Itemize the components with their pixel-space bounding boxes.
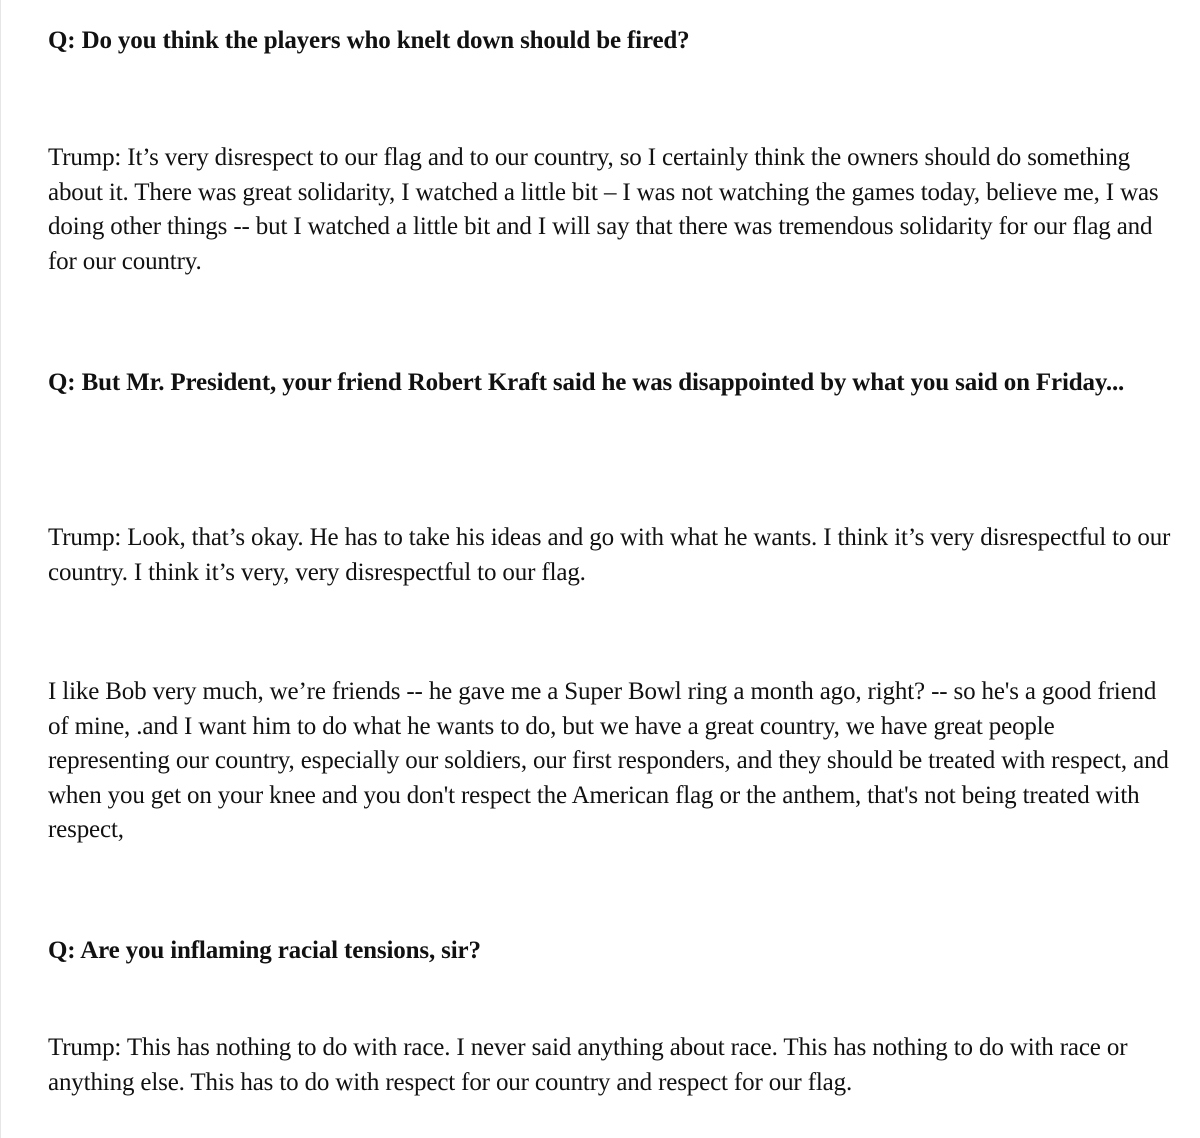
- answer-nothing-to-do-with-race: Trump: This has nothing to do with race. I never said anything about race. This has nothing to do with race or anything else. This has to do with respect for our country and respect for our flag.: [48, 1034, 1128, 1096]
- question-racial-tensions: Q: Are you inflaming racial tensions, sir?: [48, 937, 481, 964]
- answer-look-thats-okay: Trump: Look, that’s okay. He has to take his ideas and go with what he wants. I think it’s very disrespectful to our country. I think it’s very, very disrespectful to our flag.: [48, 524, 1171, 586]
- answer-disrespect-flag: Trump: It’s very disrespect to our flag and to our country, so I certainly think the owners should do something about it. There was great solidarity, I watched a little bit – I was not watching the games today, believe me, I was doing other things -- but I watched a little bit and I will say that there was tremendous solidarity for our flag and for our country.: [48, 144, 1159, 275]
- answer-i-like-bob: I like Bob very much, we’re friends -- he gave me a Super Bowl ring a month ago, right? -- so he's a good friend of mine, .and I want him to do what he wants to do, but we have a great country, we have great people representing our country, especially our soldiers, our first responders, and they should be treated with respect, and when you get on your knee and you don't respect the American flag or the anthem, that's not being treated with respect,: [48, 678, 1169, 843]
- question-robert-kraft: Q: But Mr. President, your friend Robert Kraft said he was disappointed by what you said on Friday...: [48, 369, 1125, 396]
- question-players-fired: Q: Do you think the players who knelt down should be fired?: [48, 27, 690, 54]
